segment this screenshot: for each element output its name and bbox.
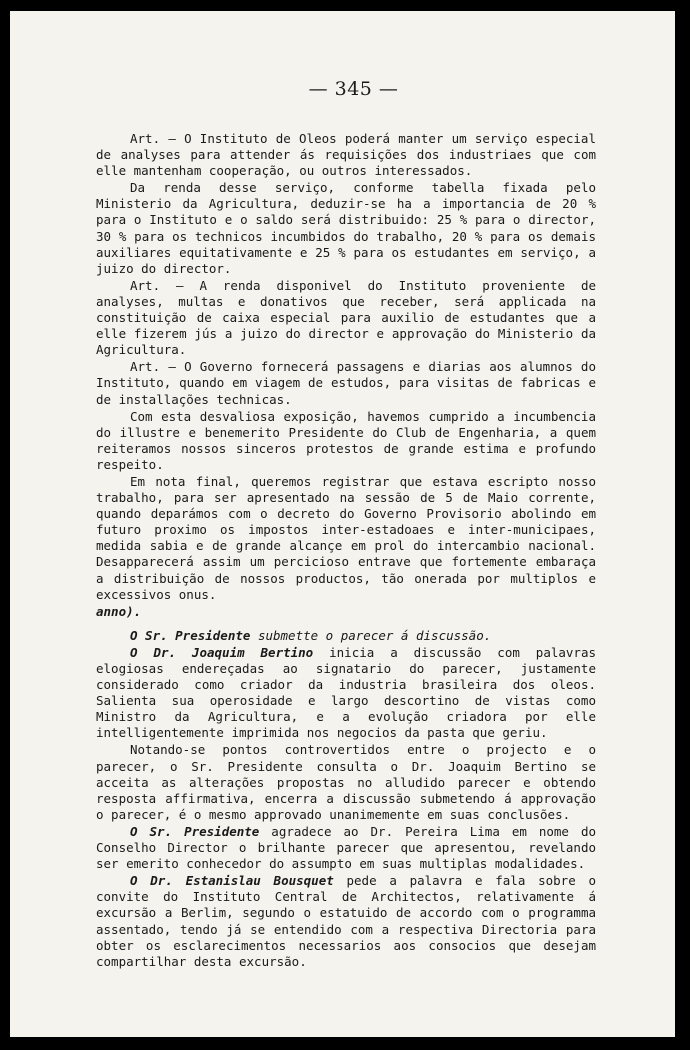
paragraph-art-renda-disponivel: Art. — A renda disponivel do Instituto proveniente de analyses, multas e donativos que receber, será applicada na constituição de caixa especial para auxilio de estudantes que a elle fizerem jús a juizo do director e approvação do Ministerio da Agricultura. xyxy=(96,277,596,358)
paragraph-renda-servico: Da renda desse serviço, conforme tabella fixada pelo Ministerio da Agricultura, deduzir-se ha a importancia de 20 % para o Instituto e o saldo será distribuido: 25 % para o director, 30 % para os technicos incumbidos do trabalho, 20 % para os demais auxiliares equitativamente e 25 % para os estudantes em serviço, a juizo do director. xyxy=(96,180,596,276)
paragraph-estanislau-bousquet xyxy=(96,873,596,970)
paragraph-exposicao: Com esta desvaliosa exposição, havemos cumprido a incumbencia do illustre e benemerito Presidente do Club de Engenharia, a quem reiteramos nossos sinceros protestos de grande estima e profundo respeito. xyxy=(96,408,596,472)
paragraph-text: submette o parecer á discussão. xyxy=(250,627,492,643)
paragraph-joaquim-bertino xyxy=(96,645,596,742)
speaker-name: O Sr. Presidente xyxy=(130,823,260,839)
speaker-name: O Dr. Estanislau Bousquet xyxy=(130,873,334,889)
speaker-name: O Dr. Joaquim Bertino xyxy=(130,644,314,660)
document-page xyxy=(10,11,675,1037)
paragraph-art-instituto-oleos: Art. — O Instituto de Oleos poderá manter um serviço especial de analyses para attender ás requisições dos industriaes que com elle mantenham cooperação, ou outros interessados. xyxy=(96,131,596,179)
paragraph-presidente-agradece xyxy=(96,824,596,872)
paragraph-nota-final: Em nota final, queremos registrar que estava escripto nosso trabalho, para ser apresentado na sessão de 5 de Maio corrente, quando deparámos com o decreto do Governo Provisorio abolindo em futuro proximo os impostos inter-estadoaes e inter-municipaes, medida sabia e de grande alcançe em prol do intercambio nacional. Desapparecerá assim um percicioso entrave que fortemente embaraça a distribuição de nossos productos, tão onerada por multiplos e excessivos onus. xyxy=(96,473,596,602)
paragraph-art-governo-passagens: Art. — O Governo fornecerá passagens e diarias aos alumnos do Instituto, quando em viagem de estudos, para visitas de fabricas e de installações technicas. xyxy=(96,359,596,407)
paragraph-presidente-submette xyxy=(96,628,596,644)
paragraph-text: pede a palavra e fala sobre o convite do Instituto Central de Architectos, relativamente á excursão a Berlim, segundo o estatuido de accordo com o programma assentado, tendo já se entendido com a respectiva Directoria para obter os esclarecimentos necessarios aos consocios que desejam compartilhar desta excursão. xyxy=(96,873,596,969)
speaker-name: O Sr. Presidente xyxy=(130,627,251,643)
paragraph-notando-se: Notando-se pontos controvertidos entre o projecto e o parecer, o Sr. Presidente consulta o Dr. Joaquim Bertino se acceita as alterações propostas no alludido parecer e obtendo resposta affirmativa, encerra a discussão submetendo á approvação o parecer, é o mesmo approvado unanimemente em suas conclusões. xyxy=(96,742,596,822)
document-body xyxy=(96,131,596,971)
paragraph-text: agradece ao Dr. Pereira Lima em nome do Conselho Director o brilhante parecer que apresentou, revelando ser emerito conhecedor do assumpto em suas multiplas modalidades. xyxy=(96,823,596,872)
page-number: — 345 — xyxy=(308,78,399,100)
paragraph-anno: anno). xyxy=(96,603,142,619)
paragraph-text: inicia a discussão com palavras elogiosas endereçadas ao signatario do parecer, justamente considerado como criador da industria brasileira dos oleos. Salienta sua operosidade e largo descortino de vistas como Ministro da Agricultura, e a evolução criadora por elle intelligentemente imprimida nos negocios da pasta que geriu. xyxy=(96,644,596,741)
